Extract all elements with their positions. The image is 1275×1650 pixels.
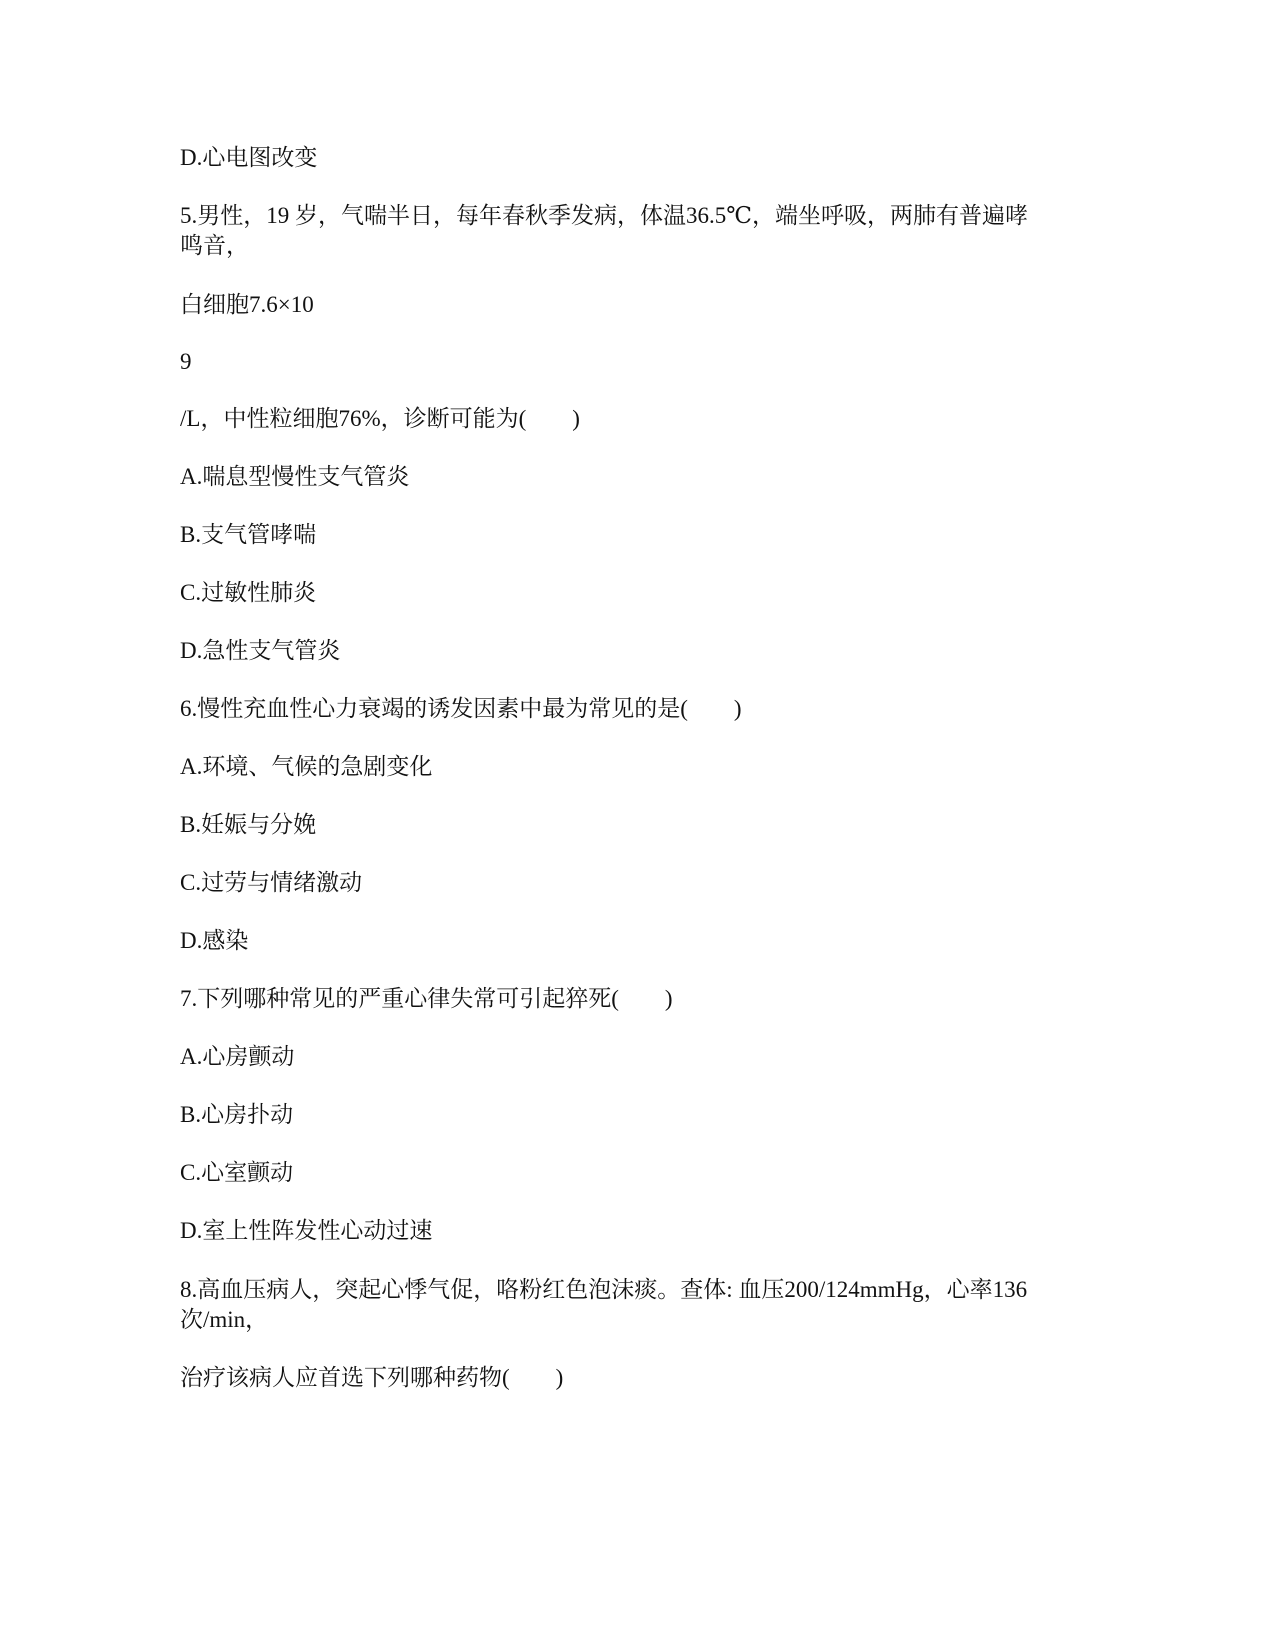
question-5-stem: 5.男性，19 岁，气喘半日，每年春秋季发病，体温36.5℃，端坐呼吸，两肺有普遍哮鸣音， (180, 203, 1028, 258)
question-8-stem: 8.高血压病人，突起心悸气促，咯粉红色泡沫痰。查体: 血压200/124mmHg，心率136次/min， (180, 1277, 1028, 1332)
question-5-neutrophil: /L，中性粒细胞76%，诊断可能为( ) (180, 406, 580, 431)
question-8-prompt: 治疗该病人应首选下列哪种药物( ) (180, 1365, 564, 1390)
option-5d: D.急性支气管炎 (180, 638, 341, 663)
option-5c: C.过敏性肺炎 (180, 580, 317, 605)
option-6d: D.感染 (180, 928, 249, 953)
question-5-exponent: 9 (180, 349, 192, 374)
option-5a: A.喘息型慢性支气管炎 (180, 464, 410, 489)
option-6a: A.环境、气候的急剧变化 (180, 754, 433, 779)
question-5-wbc: 白细胞7.6×10 (180, 292, 314, 317)
option-7a: A.心房颤动 (180, 1044, 295, 1069)
option-7b: B.心房扑动 (180, 1102, 294, 1127)
option-6c: C.过劳与情绪激动 (180, 870, 363, 895)
option-6b: B.妊娠与分娩 (180, 812, 317, 837)
option-7c: C.心室颤动 (180, 1160, 294, 1185)
option-5b: B.支气管哮喘 (180, 522, 317, 547)
question-7-stem: 7.下列哪种常见的严重心律失常可引起猝死( ) (180, 986, 673, 1011)
question-6-stem: 6.慢性充血性心力衰竭的诱发因素中最为常见的是( ) (180, 696, 742, 721)
option-4d: D.心电图改变 (180, 145, 318, 170)
option-7d: D.室上性阵发性心动过速 (180, 1218, 433, 1243)
